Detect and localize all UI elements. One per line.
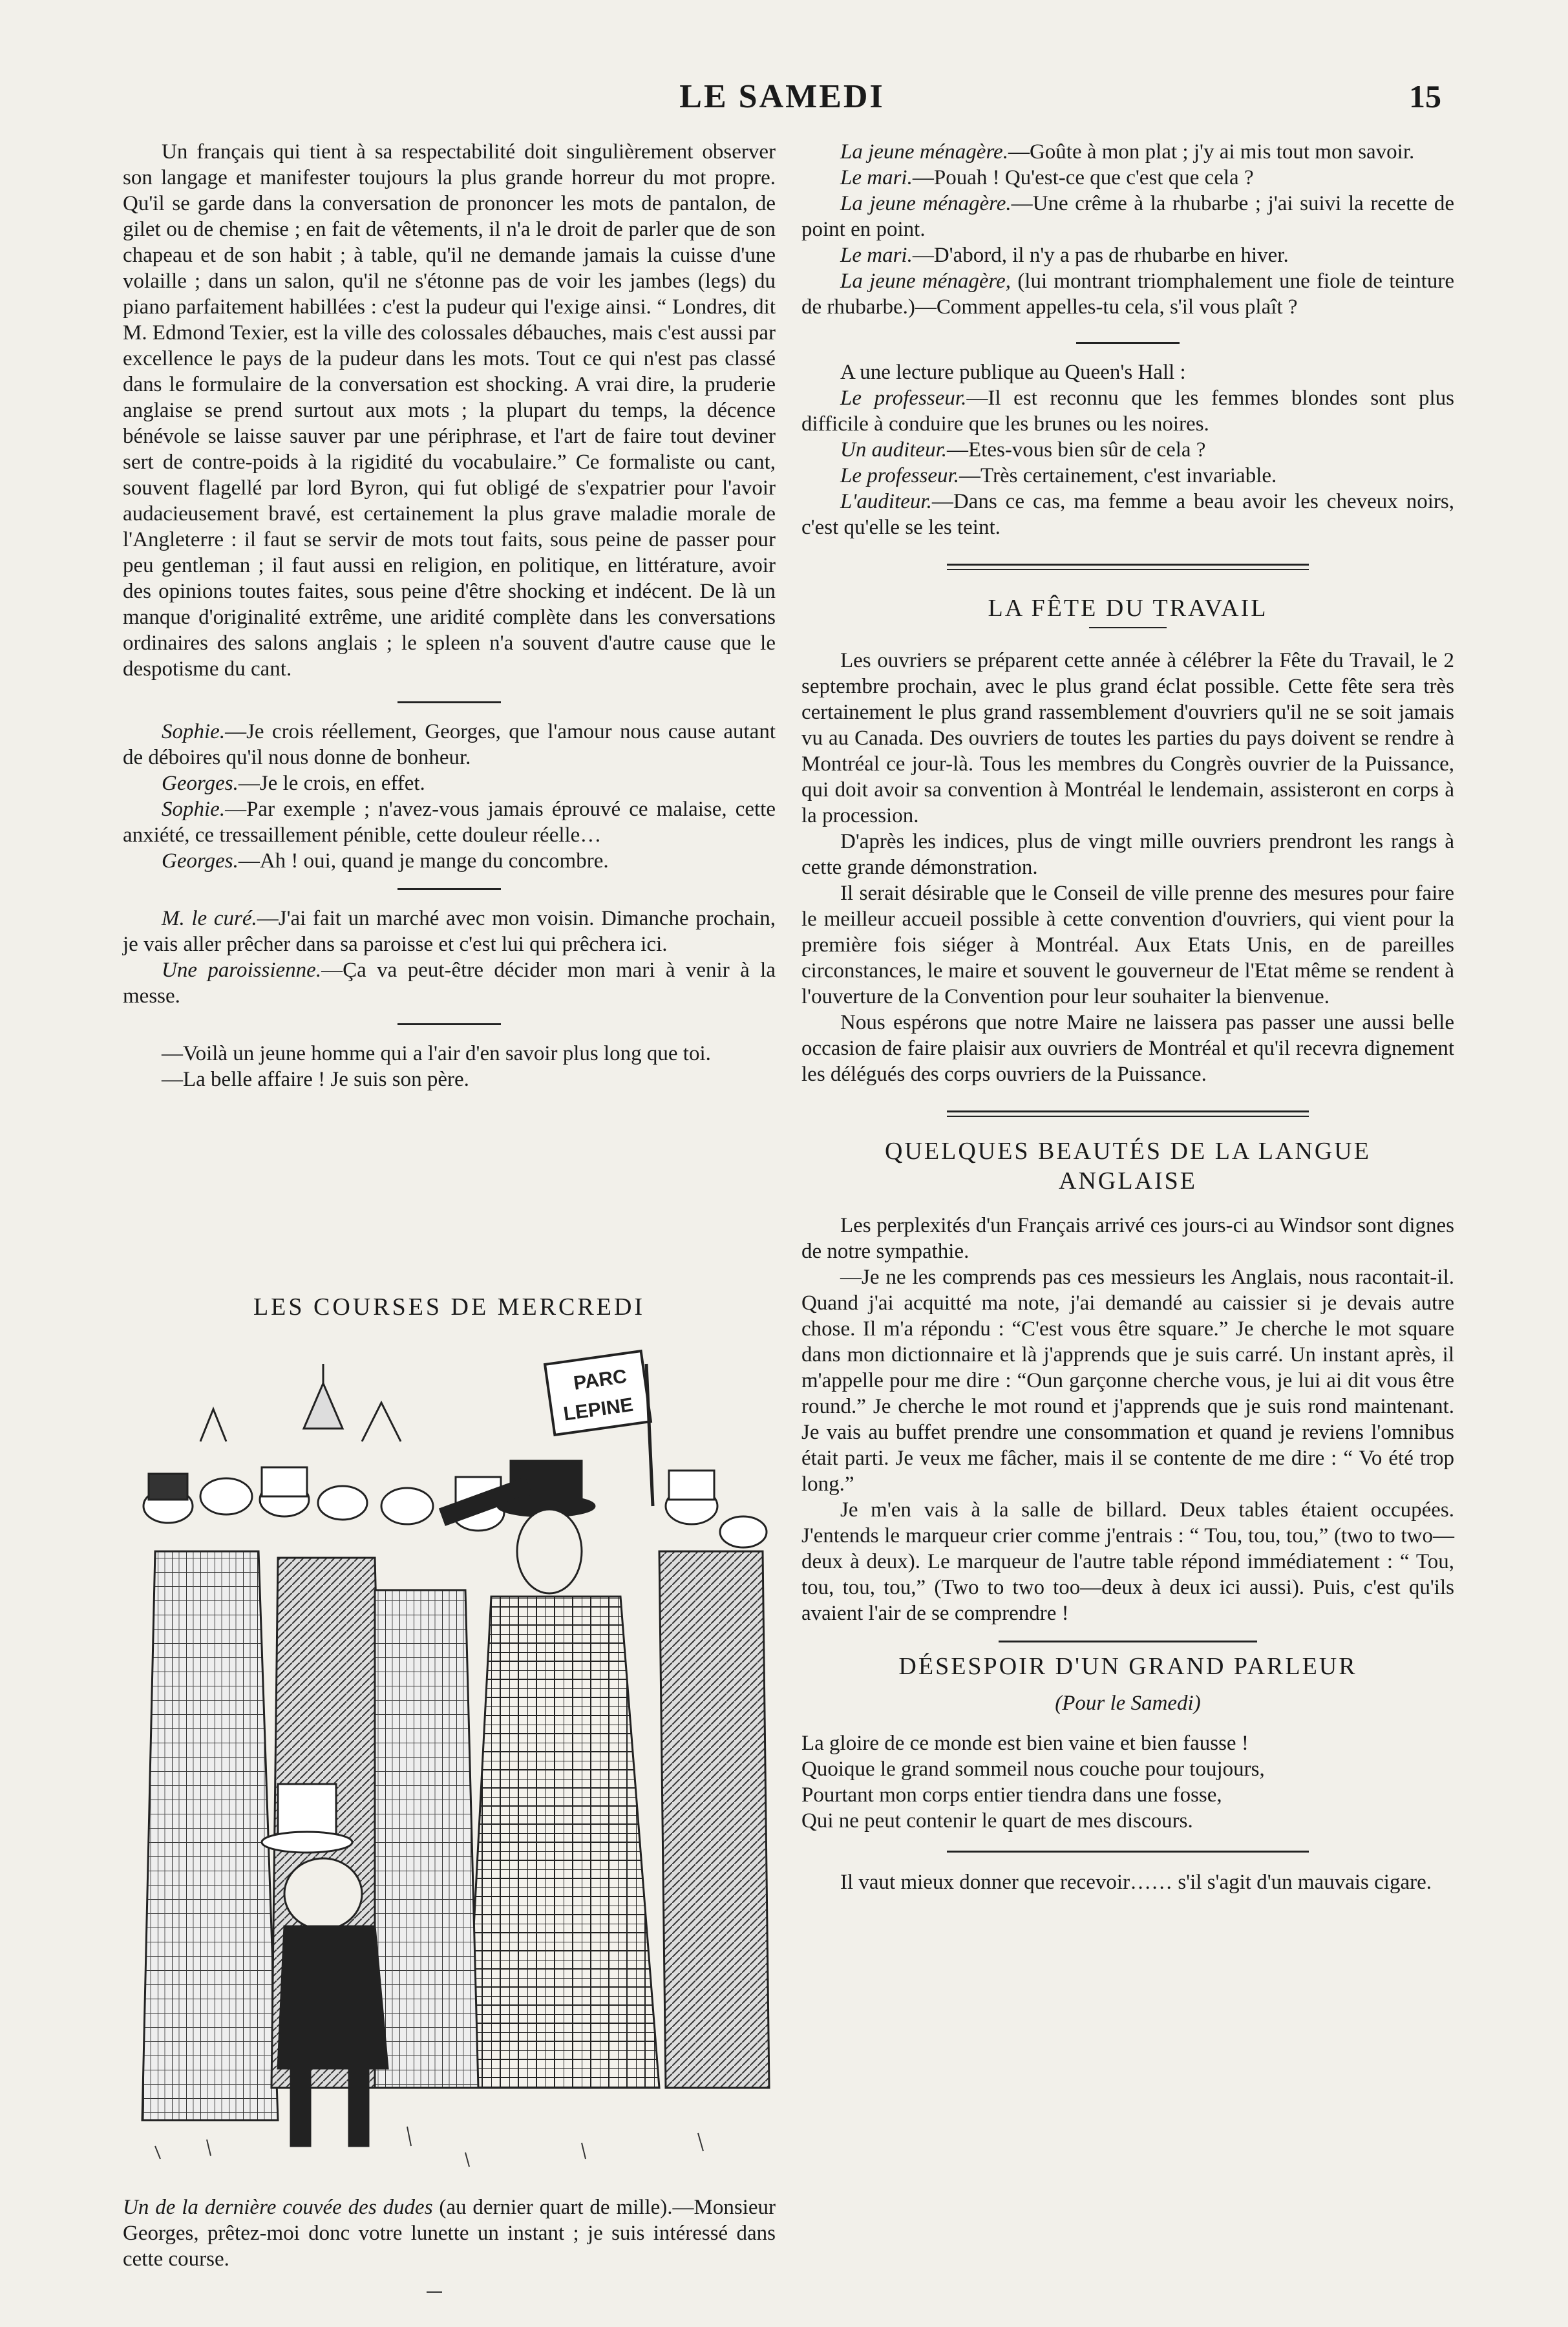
- poem-line: La gloire de ce monde est bien vaine et bien fausse !: [801, 1732, 1249, 1755]
- separator: [397, 701, 501, 703]
- dialog-line: [801, 385, 1454, 437]
- article-paragraph: D'après les indices, plus de vingt mille ouvriers prendront les rangs à cette grande démonstration.: [801, 830, 1454, 879]
- speaker-name: Un auditeur.: [840, 438, 947, 462]
- speaker-name: Sophie.: [162, 720, 226, 743]
- beautes-title-line2: ANGLAISE: [1059, 1167, 1197, 1195]
- speech-text: —J'ai fait un marché avec mon voisin. Dimanche prochain, je vais aller prêcher dans sa paroisse et c'est lui qui prêchera ici.: [123, 907, 776, 956]
- speech-text: —Pouah ! Qu'est-ce que c'est que cela ?: [912, 166, 1254, 189]
- fete-du-travail-article: [801, 648, 1454, 1087]
- speaker-name: Georges.: [162, 849, 238, 873]
- dialog-line: [801, 437, 1454, 463]
- speech-text: —D'abord, il n'y a pas de rhubarbe en hiver.: [912, 244, 1289, 267]
- speech-text: —Goûte à mon plat ; j'y ai mis tout mon savoir.: [1008, 140, 1415, 164]
- queens-hall-dialog: [801, 385, 1454, 540]
- dialog-line: [801, 139, 1454, 165]
- speech-text: —Etes-vous bien sûr de cela ?: [947, 438, 1206, 462]
- speech-text: —Je le crois, en effet.: [238, 772, 425, 795]
- speech-text: —Une crême à la rhubarbe ; j'ai suivi la recette de point en point.: [801, 192, 1454, 241]
- desespoir-poem: [801, 1730, 1454, 1834]
- dialog-line: —La belle affaire ! Je suis son père.: [162, 1068, 469, 1091]
- speaker-name: Une paroissienne.: [162, 959, 322, 982]
- racecourse-illustration: [129, 1344, 776, 2178]
- speaker-name: Le professeur.: [840, 387, 967, 410]
- article-paragraph: Je m'en vais à la salle de billard. Deux tables étaient occupées. J'entends le marqueur crier comme j'entrais : “ Tou, tou, tou,” (two to two—deux à deux). Le marqueur de l'autre table répond immédiatement : “ Tou, tou, tou, tou,” (Two to two too—deux à deux ici aussi). Puis, c'est qu'ils avaient l'air de se comprendre !: [801, 1498, 1454, 1625]
- speech-text: —Très certainement, c'est invariable.: [959, 464, 1277, 487]
- poem-line: Qui ne peut contenir le quart de mes discours.: [801, 1809, 1193, 1833]
- dialog-line: [801, 268, 1454, 320]
- speaker-name: Sophie.: [162, 798, 226, 821]
- speech-text: —Par exemple ; n'avez-vous jamais éprouvé ce malaise, cette anxiété, ce tressaillement pénible, cette douleur réelle…: [123, 798, 776, 847]
- cigar-quip: Il vaut mieux donner que recevoir…… s'il s'agit d'un mauvais cigare.: [840, 1871, 1432, 1894]
- poem-line: Quoique le grand sommeil nous couche pour toujours,: [801, 1758, 1265, 1781]
- article-paragraph: —Je ne les comprends pas ces messieurs les Anglais, nous racontait-il. Quand j'ai acquitté ma note, j'ai demandé au caissier si je devais autre chose. Il m'a répondu : “C'est vous être square.” Je cherche le mot square dans mon dictionnaire et là j'apprends que je suis carré. Un instant après, il m'appelle pour me dire : “Oun garçonne cherche vous, je lui ai dit vous être round.” Je cherche le mot round et j'apprends que je suis rond maintenant. Je vais au buffet prendre une consommation et quand je reviens l'omnibus était parti. Je veux me fâcher, mais il se contente de me dire : “ Vo été trop long.”: [801, 1266, 1454, 1496]
- speaker-name: Le professeur.: [840, 464, 959, 487]
- article-paragraph: Il serait désirable que le Conseil de ville prenne des mesures pour faire le meilleur accueil possible à cette convention d'ouvriers, qui vient pour la première fois siéger à Montréal. Aux Etats Unis, en de pareilles circonstances, le maire et souvent le gouverneur de l'Etat même se rendent à l'ouverture de la Convention pour leur souhaiter la bienvenue.: [801, 882, 1454, 1008]
- caption-italic: Un de la dernière couvée des dudes: [123, 2196, 433, 2219]
- title-rule: [1089, 627, 1167, 628]
- beautes-title-line1: QUELQUES BEAUTÉS DE LA LANGUE: [885, 1138, 1371, 1165]
- dialog-line: [801, 463, 1454, 489]
- speech-text: (lui montrant triomphalement une fiole de teinture de rhubarbe.)—Comment appelles-tu cela, s'il vous plaît ?: [801, 270, 1454, 319]
- separator: [1076, 342, 1180, 344]
- speech-text: —Je crois réellement, Georges, que l'amour nous cause autant de déboires qu'il nous donne de bonheur.: [123, 720, 776, 769]
- speaker-name: Le mari.: [840, 244, 913, 267]
- separator: [947, 1851, 1309, 1853]
- cure-dialog: [123, 906, 776, 1009]
- left-column: [123, 139, 776, 1092]
- speech-text: —Ah ! oui, quand je mange du concombre.: [238, 849, 609, 873]
- father-dialog: [123, 1041, 776, 1092]
- sign-text-lepine: LEPINE: [562, 1394, 635, 1425]
- dialog-line: —Voilà un jeune homme qui a l'air d'en savoir plus long que toi.: [162, 1042, 711, 1065]
- dialog-line: [801, 165, 1454, 191]
- dialog-line: [123, 770, 776, 796]
- dialog-line: [123, 719, 776, 770]
- sophie-dialog: [123, 719, 776, 874]
- article-paragraph: Les perplexités d'un Français arrivé ces jours-ci au Windsor sont dignes de notre sympathie.: [801, 1214, 1454, 1263]
- article-paragraph: Nous espérons que notre Maire ne laissera pas passer une aussi belle occasion de faire plaisir aux ouvriers de Montréal et qu'il recevra dignement les délégués des corps ouvriers de la Puissance.: [801, 1011, 1454, 1086]
- speech-text: —Ça va peut-être décider mon mari à venir à la messe.: [123, 959, 776, 1008]
- queens-hall-intro: A une lecture publique au Queen's Hall :: [840, 361, 1186, 384]
- speaker-name: Georges.: [162, 772, 238, 795]
- dialog-line: [123, 906, 776, 957]
- poem-line: Pourtant mon corps entier tiendra dans une fosse,: [801, 1783, 1222, 1807]
- separator: [999, 1641, 1257, 1642]
- dialog-line: [801, 242, 1454, 268]
- fete-du-travail-title: LA FÊTE DU TRAVAIL: [988, 595, 1268, 622]
- separator: [397, 888, 501, 890]
- article-paragraph: Les ouvriers se préparent cette année à célébrer la Fête du Travail, le 2 septembre prochain, avec le plus grand éclat possible. Cette fête sera très certainement le plus grand rassemblement d'ouvriers qu'il ne se soit jamais vu au Canada. Des ouvriers de toutes les parties du pays doivent se rendre à Montréal ce jour-là. Tous les membres du Congrès ouvrier de la Puissance, qui doit avoir sa convention à Montréal le lendemain, assisteront en corps à la procession.: [801, 649, 1454, 827]
- illustration-title: LES COURSES DE MERCREDI: [253, 1293, 646, 1321]
- speech-text: —Il est reconnu que les femmes blondes sont plus difficile à conduire que les brunes ou les noires.: [801, 387, 1454, 436]
- footer-dash: [427, 2291, 442, 2293]
- menagere-dialog: [801, 139, 1454, 320]
- speech-text: —Dans ce cas, ma femme a beau avoir les cheveux noirs, c'est qu'elle se les teint.: [801, 490, 1454, 539]
- desespoir-byline: [801, 1690, 1454, 1716]
- double-rule: [947, 1110, 1309, 1117]
- speaker-name: Le mari.: [840, 166, 913, 189]
- separator: [397, 1023, 501, 1025]
- right-column: [801, 139, 1454, 1895]
- page-header: [123, 78, 1441, 129]
- dialog-line: [123, 957, 776, 1009]
- masthead-title: LE SAMEDI: [679, 78, 885, 115]
- sign-text-parc: PARC: [572, 1365, 628, 1394]
- caption-text: (au dernier quart de mille).—Monsieur Georges, prêtez-moi donc votre lunette un instant ; je suis intéressé dans cette course.: [123, 2196, 776, 2271]
- double-rule: [947, 564, 1309, 570]
- dialog-line: [123, 796, 776, 848]
- desespoir-title: DÉSESPOIR D'UN GRAND PARLEUR: [898, 1653, 1357, 1680]
- respectability-paragraph: Un français qui tient à sa respectabilité doit singulièrement observer son langage et manifester toujours la plus grande horreur du mot propre. Qu'il se garde dans la conversation de prononcer les mots de pantalon, de gilet ou de chemise ; en fait de vêtements, il n'a le droit de parler que de son chapeau et de son habit ; à table, qu'il ne demande jamais la cuisse d'une volaille ; dans un salon, qu'il ne s'étonne pas de voir les jambes (legs) du piano parfaitement habillées : c'est la pudeur qui l'exige ainsi. “ Londres, dit M. Edmond Texier, est la ville des colossales débauches, mais c'est aussi par excellence le pays de la pudeur dans les mots. Tout ce qui n'est pas classé dans le formulaire de la conversation est shocking. A vrai dire, la pruderie anglaise se prend surtout aux mots ; la plupart du temps, la décence bénévole se laisse sauver par une périphrase, et l'art de faire tout deviner sert de contre-poids à la rigidité du vocabulaire.” Ce formaliste ou cant, souvent flagellé par lord Byron, qui fut obligé de s'expatrier pour l'avoir audacieusement bravé, est certainement la plus grave maladie morale de l'Angleterre : il faut se servir de mots tout faits, sous peine de passer pour peu gentleman ; il faut aussi en religion, en politique, en littérature, avoir des opinions toutes faites, sous peine d'être shocking et indécent. De là un manque d'originalité extrême, une aridité complète dans les conversations ordinaires des salons anglais ; le spleen n'a souvent d'autre cause que le despotisme du cant.: [123, 140, 776, 681]
- illustration-caption: [123, 2194, 776, 2272]
- speaker-name: La jeune ménagère.: [840, 192, 1012, 215]
- dialog-line: [801, 191, 1454, 242]
- beautes-article: [801, 1213, 1454, 1626]
- dialog-line: [123, 848, 776, 874]
- dialog-line: [801, 489, 1454, 540]
- speaker-name: La jeune ménagère,: [840, 270, 1012, 293]
- speaker-name: M. le curé.: [162, 907, 257, 930]
- page-number: 15: [1409, 78, 1441, 114]
- speaker-name: L'auditeur.: [840, 490, 932, 513]
- speaker-name: La jeune ménagère.: [840, 140, 1008, 164]
- byline-text: (Pour le Samedi): [1055, 1692, 1201, 1715]
